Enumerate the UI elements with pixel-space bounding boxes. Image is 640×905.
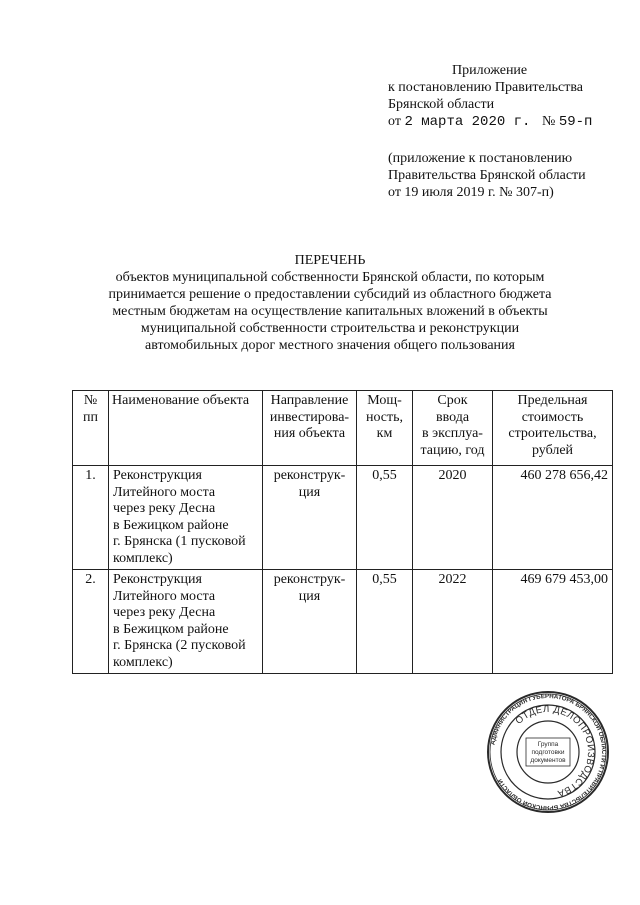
header-object-name: Наименование объекта [109, 391, 263, 466]
appendix-title: Приложение [452, 63, 528, 78]
header-investment-direction: Направление инвестирова- ния объекта [263, 391, 357, 466]
heading-line: муниципальной собственности строительства и реконструкции [140, 321, 520, 336]
row-direction: реконструк- ция [263, 466, 357, 570]
heading-line: автомобильных дорог местного значения общего пользования [145, 338, 515, 353]
stamp-center-line: документов [530, 757, 566, 764]
header-max-cost: Предельная стоимость строительства, рублей [493, 391, 613, 466]
heading-title: ПЕРЕЧЕНЬ [294, 253, 366, 268]
row-object-name: Реконструкция Литейного моста через реку Десна в Бежицком районе г. Брянска (1 пусковой комплекс) [109, 466, 263, 570]
previous-appendix-line-1: (приложение к постановлению [388, 151, 573, 166]
table-row [73, 570, 613, 674]
row-number: 2. [73, 570, 109, 674]
row-cost: 469 679 453,00 [493, 570, 613, 674]
official-stamp [486, 690, 610, 814]
document-heading [80, 252, 580, 354]
table-row [73, 466, 613, 570]
objects-table [72, 390, 613, 674]
heading-line: объектов муниципальной собственности Брянской области, по которым [115, 270, 545, 285]
appendix-number-value: 59-п [558, 114, 593, 130]
header-capacity: Мощ- ность, км [357, 391, 413, 466]
row-capacity: 0,55 [357, 570, 413, 674]
table-header-row [73, 391, 613, 466]
heading-line: местным бюджетам на осуществление капитальных вложений в объекты [112, 304, 548, 319]
stamp-outer-text: АДМИНИСТРАЦИЯ ГУБЕРНАТОРА БРЯНСКОЙ ОБЛАСТИ И ПРАВИТЕЛЬСТВА БРЯНСКОЙ ОБЛАСТИ [489, 692, 608, 812]
header-commissioning-year: Срок ввода в эксплуа- тацию, год [413, 391, 493, 466]
appendix-number-sign: № [541, 114, 556, 129]
appendix-date-line [388, 113, 628, 131]
row-year: 2022 [413, 570, 493, 674]
header-number: № пп [73, 391, 109, 466]
row-object-name: Реконструкция Литейного моста через реку Десна в Бежицком районе г. Брянска (2 пусковой комплекс) [109, 570, 263, 674]
stamp-middle-text: ОТДЕЛ ДЕЛОПРОИЗВОДСТВА [513, 703, 597, 799]
previous-appendix-line-2: Правительства Брянской области [388, 168, 586, 183]
row-cost: 460 278 656,42 [493, 466, 613, 570]
row-number: 1. [73, 466, 109, 570]
heading-line: принимается решение о предоставлении субсидий из областного бюджета [108, 287, 552, 302]
row-capacity: 0,55 [357, 466, 413, 570]
row-year: 2020 [413, 466, 493, 570]
stamp-center-line: Группа [537, 741, 559, 748]
stamp-center-line: подготовки [531, 749, 565, 756]
appendix-header [388, 62, 628, 131]
appendix-date-prefix: от [388, 114, 401, 129]
appendix-line-1: к постановлению Правительства [388, 80, 584, 95]
previous-appendix-line-3: от 19 июля 2019 г. № 307-п) [388, 185, 554, 200]
appendix-date-value: 2 марта 2020 г. [404, 114, 531, 130]
previous-appendix-note [388, 150, 628, 201]
appendix-line-2: Брянской области [388, 97, 495, 112]
row-direction: реконструк- ция [263, 570, 357, 674]
